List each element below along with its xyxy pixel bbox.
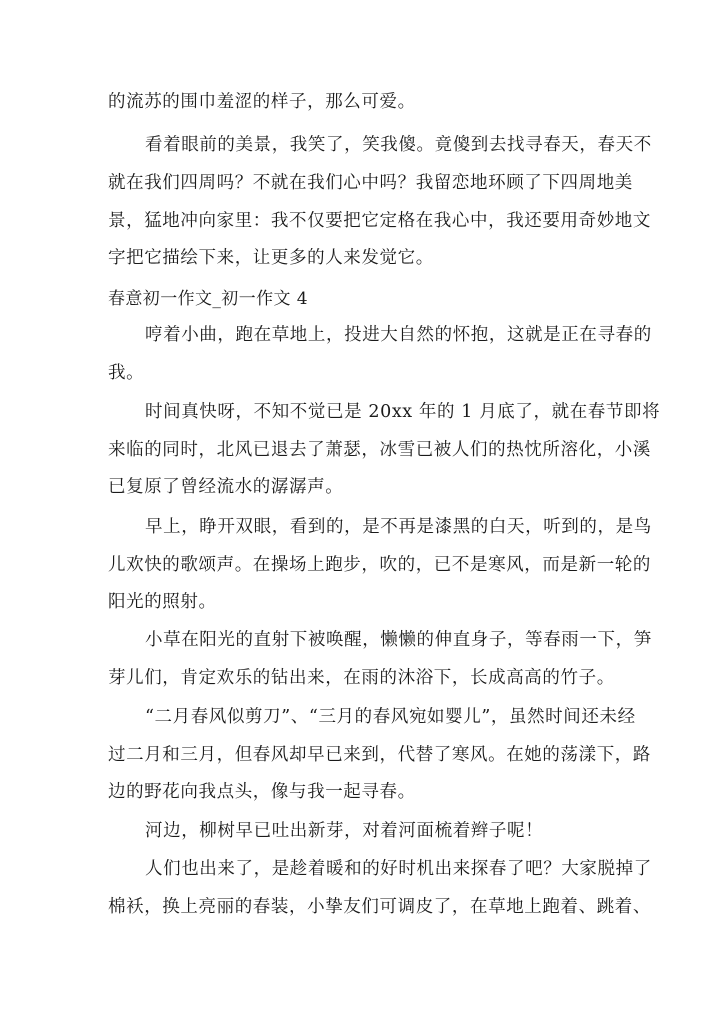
text-line-4: 景，猛地冲向家里：我不仅要把它定格在我心中，我还要用奇妙地文 xyxy=(108,211,651,231)
text-line-21: 棉袄，换上亮丽的春装，小挚友们可调皮了，在草地上跑着、跳着、 xyxy=(108,897,651,917)
text-line-7: 我。 xyxy=(108,363,145,383)
text-line-16: “二月春风似剪刀”、“三月的春风宛如婴儿”，虽然时间还未经 xyxy=(145,707,636,727)
text-line-11: 早上，睁开双眼，看到的，是不再是漆黑的白天，听到的，是鸟 xyxy=(145,517,652,537)
text-line-13: 阳光的照射。 xyxy=(108,592,217,612)
text-line-6: 哼着小曲，跑在草地上，投进大自然的怀抱，这就是正在寻春的 xyxy=(145,325,652,345)
text-line-18: 边的野花向我点头，像与我一起寻春。 xyxy=(108,782,416,802)
text-line-19: 河边，柳树早已吐出新芽，对着河面梳着辫子呢！ xyxy=(145,821,544,841)
text-line-1: 的流苏的围巾羞涩的样子，那么可爱。 xyxy=(108,92,416,112)
text-line-15: 芽儿们，肯定欢乐的钻出来，在雨的沐浴下，长成高高的竹子。 xyxy=(108,668,615,688)
text-line-10: 已复原了曾经流水的潺潺声。 xyxy=(108,477,344,497)
text-line-2: 看着眼前的美景，我笑了，笑我傻。竟傻到去找寻春天，春天不 xyxy=(145,135,652,155)
section-heading: 春意初一作文_初一作文 4 xyxy=(108,289,308,309)
text-line-17: 过二月和三月，但春风却早已来到，代替了寒风。在她的荡漾下，路 xyxy=(108,745,651,765)
text-line-20: 人们也出来了，是趁着暖和的好时机出来探春了吧？大家脱掉了 xyxy=(145,859,652,879)
text-line-14: 小草在阳光的直射下被唤醒，懒懒的伸直身子，等春雨一下，笋 xyxy=(145,630,652,650)
text-line-12: 儿欢快的歌颂声。在操场上跑步，吹的，已不是寒风，而是新一轮的 xyxy=(108,555,651,575)
text-line-5: 字把它描绘下来，让更多的人来发觉它。 xyxy=(108,248,434,268)
text-line-8: 时间真快呀，不知不觉已是 20xx 年的 1 月底了，就在春节即将 xyxy=(145,402,661,422)
text-line-3: 就在我们四周吗？不就在我们心中吗？我留恋地环顾了下四周地美 xyxy=(108,173,633,193)
text-line-9: 来临的同时，北风已退去了萧瑟，冰雪已被人们的热忱所溶化，小溪 xyxy=(108,440,651,460)
